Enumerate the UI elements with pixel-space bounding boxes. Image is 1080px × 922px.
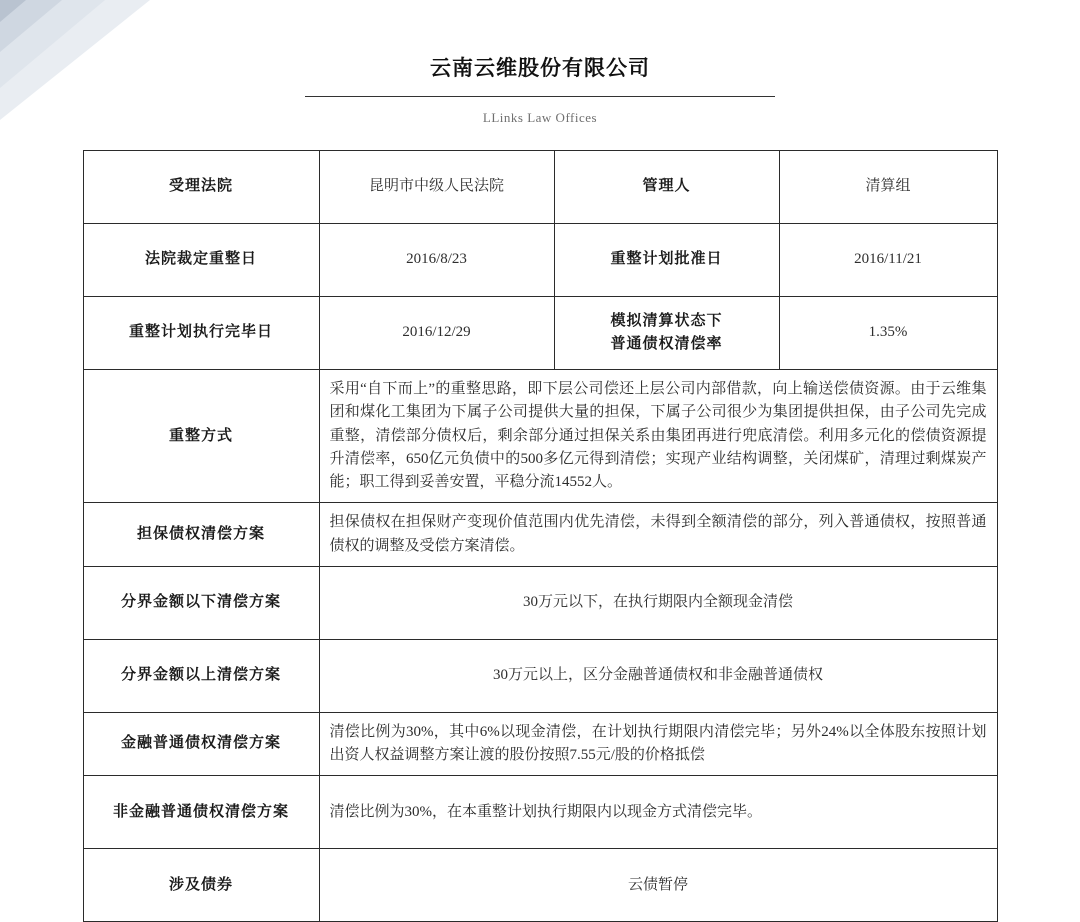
row-value-bonds-involved: 云债暂停 (319, 849, 997, 922)
row-value-restructuring-method: 采用“自下而上”的重整思路，即下层公司偿还上层公司内部借款，向上输送偿债资源。由于云维集团和煤化工集团为下属子公司提供大量的担保，下属子公司很少为集团提供担保，由子公司先完成重整，清偿部分债权后，剩余部分通过担保关系由集团再进行兜底清偿。利用多元化的偿债资源提升清偿率，650亿元负债中的500多亿元得到清偿；实现产业结构调整，关闭煤矿，清理过剩煤炭产能；职工得到妥善安置，平稳分流14552人。 (319, 370, 997, 503)
table-row (83, 297, 997, 370)
row-value-secured-claims-plan: 担保债权在担保财产变现价值范围内优先清偿，未得到全额清偿的部分，列入普通债权，按照普通债权的调整及受偿方案清偿。 (319, 503, 997, 567)
row-value-plan-approval-date: 2016/11/21 (779, 224, 997, 297)
row-label-bonds-involved: 涉及债券 (83, 849, 319, 922)
table-row (83, 776, 997, 849)
table-row (83, 224, 997, 297)
row-label-plan-approval-date: 重整计划批准日 (554, 224, 779, 297)
label-line-1: 模拟清算状态下 (610, 312, 723, 329)
restructuring-summary-table (83, 150, 998, 922)
row-label-nonfinancial-ordinary-claims-plan: 非金融普通债权清偿方案 (83, 776, 319, 849)
row-label-above-threshold-plan: 分界金额以上清偿方案 (83, 639, 319, 712)
title-block (0, 0, 1080, 126)
row-label-restructuring-method: 重整方式 (83, 370, 319, 503)
title-divider (305, 96, 775, 97)
row-value-administrator: 清算组 (779, 151, 997, 224)
row-value-simulated-repayment-rate: 1.35% (779, 297, 997, 370)
row-value-plan-completion-date: 2016/12/29 (319, 297, 554, 370)
table-row (83, 712, 997, 776)
page-title: 云南云维股份有限公司 (430, 57, 650, 80)
table-row (83, 503, 997, 567)
table-row (83, 639, 997, 712)
row-value-ruling-date: 2016/8/23 (319, 224, 554, 297)
row-label-below-threshold-plan: 分界金额以下清偿方案 (83, 566, 319, 639)
row-label-financial-ordinary-claims-plan: 金融普通债权清偿方案 (83, 712, 319, 776)
row-label-simulated-repayment-rate (554, 297, 779, 370)
row-label-plan-completion-date: 重整计划执行完毕日 (83, 297, 319, 370)
row-label-accepting-court: 受理法院 (83, 151, 319, 224)
row-label-administrator: 管理人 (554, 151, 779, 224)
row-value-financial-ordinary-claims-plan: 清偿比例为30%，其中6%以现金清偿，在计划执行期限内清偿完毕；另外24%以全体股东按照计划出资人权益调整方案让渡的股份按照7.55元/股的价格抵偿 (319, 712, 997, 776)
label-line-2: 普通债权清偿率 (610, 336, 723, 352)
table-row (83, 566, 997, 639)
row-label-secured-claims-plan: 担保债权清偿方案 (83, 503, 319, 567)
row-value-accepting-court: 昆明市中级人民法院 (319, 151, 554, 224)
table-row (83, 849, 997, 922)
table-row (83, 370, 997, 503)
row-value-below-threshold-plan: 30万元以下，在执行期限内全额现金清偿 (319, 566, 997, 639)
row-value-above-threshold-plan: 30万元以上，区分金融普通债权和非金融普通债权 (319, 639, 997, 712)
firm-name: LLinks Law Offices (482, 110, 598, 125)
row-value-nonfinancial-ordinary-claims-plan: 清偿比例为30%，在本重整计划执行期限内以现金方式清偿完毕。 (319, 776, 997, 849)
table-row (83, 151, 997, 224)
row-label-ruling-date: 法院裁定重整日 (83, 224, 319, 297)
